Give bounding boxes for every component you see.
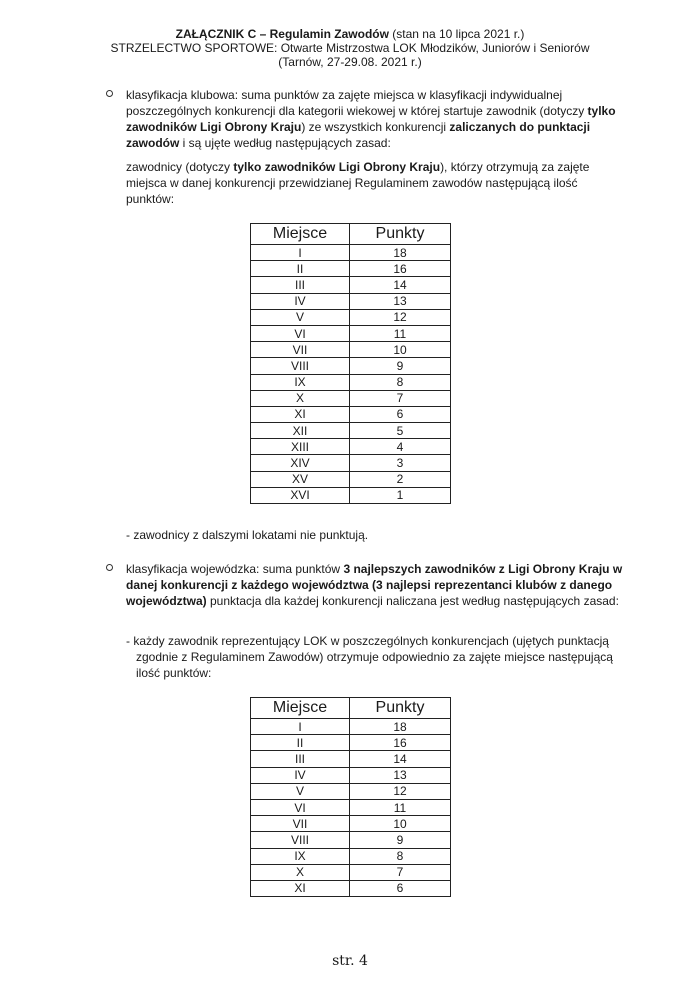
regional-classification [106, 561, 626, 609]
header-title: ZAŁĄCZNIK C – Regulamin Zawodów [175, 27, 389, 41]
table-row [251, 423, 451, 439]
text-run: punktacja dla każdej konkurencji naliczana jest według następujących zasad: [206, 594, 619, 608]
table-row [251, 439, 451, 455]
points-cell: 10 [350, 816, 451, 832]
table-row [251, 261, 451, 277]
place-cell: IV [251, 767, 350, 783]
club-note: - zawodnicy z dalszymi lokatami nie punktują. [126, 528, 369, 542]
text-run: ) ze wszystkich konkurencji [301, 120, 450, 134]
points-cell: 3 [350, 455, 451, 471]
header-line-2: STRZELECTWO SPORTOWE: Otwarte Mistrzostwa LOK Młodzików, Juniorów i Seniorów [110, 41, 590, 55]
place-cell: I [251, 719, 350, 735]
place-cell: IX [251, 848, 350, 864]
points-cell: 13 [350, 767, 451, 783]
table-row [251, 751, 451, 767]
points-cell: 11 [350, 325, 451, 341]
text-run: i są ujęte według następujących zasad: [179, 136, 391, 150]
place-cell: X [251, 864, 350, 880]
place-cell: IV [251, 293, 350, 309]
points-cell: 13 [350, 293, 451, 309]
place-cell: V [251, 783, 350, 799]
points-cell: 14 [350, 277, 451, 293]
bold-run: 3 najlepszych zawodników z Ligi Obrony Kraju w danej konkurencji z każdego województwa (3 najlepsi reprezentanci klubów z danego województwa) [126, 562, 623, 608]
place-cell: V [251, 309, 350, 325]
regional-points-intro: - każdy zawodnik reprezentujący LOK w poszczególnych konkurencjach (ujętych punktacją zgodnie z Regulaminem Zawodów) otrzymuje odpowiednio za zajęte miejsce następującą ilość punktów: [126, 634, 613, 680]
bold-run: tylko zawodników Ligi Obrony Kraju [126, 104, 616, 134]
table-row [251, 864, 451, 880]
header-line-3: (Tarnów, 27-29.08. 2021 r.) [278, 55, 422, 69]
page-number: str. 4 [332, 953, 368, 969]
place-cell: XIII [251, 439, 350, 455]
table-header-place: Miejsce [251, 224, 350, 245]
points-cell: 18 [350, 245, 451, 261]
club-classification [106, 87, 626, 151]
points-cell: 16 [350, 735, 451, 751]
table-row [251, 880, 451, 896]
place-cell: II [251, 735, 350, 751]
table-row [251, 406, 451, 422]
points-cell: 1 [350, 487, 451, 503]
bullet-icon [106, 90, 113, 97]
place-cell: X [251, 390, 350, 406]
header-line-1 [0, 27, 700, 41]
points-cell: 2 [350, 471, 451, 487]
header-date: (stan na 10 lipca 2021 r.) [392, 27, 525, 41]
points-cell: 8 [350, 374, 451, 390]
place-cell: VIII [251, 358, 350, 374]
table-row [251, 309, 451, 325]
text-run: klasyfikacja wojewódzka: suma punktów [126, 562, 344, 576]
table-row [251, 374, 451, 390]
place-cell: VI [251, 325, 350, 341]
place-cell: I [251, 245, 350, 261]
place-cell: XIV [251, 455, 350, 471]
table-row [251, 293, 451, 309]
table-row [251, 390, 451, 406]
table-row [251, 342, 451, 358]
points-cell: 6 [350, 880, 451, 896]
points-cell: 7 [350, 864, 451, 880]
regional-classification-text [126, 561, 626, 609]
table-row [251, 277, 451, 293]
table-row [251, 719, 451, 735]
bold-run: zaliczanych do punktacji zawodów [126, 120, 591, 150]
points-cell: 16 [350, 261, 451, 277]
points-cell: 11 [350, 799, 451, 815]
table-row [251, 471, 451, 487]
table-row [251, 735, 451, 751]
place-cell: III [251, 751, 350, 767]
points-cell: 8 [350, 848, 451, 864]
text-run: ), którzy otrzymują za zajęte miejsca w danej konkurencji przewidzianej Regulaminem zawodów następującą ilość punktów: [126, 160, 590, 206]
points-cell: 12 [350, 309, 451, 325]
place-cell: VII [251, 816, 350, 832]
club-points-intro [126, 159, 626, 207]
points-cell: 18 [350, 719, 451, 735]
text-run: zawodnicy (dotyczy [126, 160, 234, 174]
points-cell: 4 [350, 439, 451, 455]
table-row [251, 325, 451, 341]
table-header-points: Punkty [350, 698, 451, 719]
club-classification-text [126, 87, 626, 151]
table-row [251, 245, 451, 261]
points-cell: 9 [350, 832, 451, 848]
place-cell: XVI [251, 487, 350, 503]
table-row [251, 358, 451, 374]
table-header-points: Punkty [350, 224, 451, 245]
place-cell: VI [251, 799, 350, 815]
place-cell: XI [251, 880, 350, 896]
table-header-place: Miejsce [251, 698, 350, 719]
place-cell: IX [251, 374, 350, 390]
place-cell: XII [251, 423, 350, 439]
points-cell: 14 [350, 751, 451, 767]
place-cell: II [251, 261, 350, 277]
points-cell: 12 [350, 783, 451, 799]
points-cell: 9 [350, 358, 451, 374]
points-cell: 10 [350, 342, 451, 358]
table-row [251, 767, 451, 783]
table-row [251, 799, 451, 815]
bold-run: tylko zawodników Ligi Obrony Kraju [233, 160, 441, 174]
text-run: klasyfikacja klubowa: suma punktów za zajęte miejsca w klasyfikacji indywidualnej poszczególnych konkurencji dla kategorii wiekowej w której startuje zawodnik (dotyczy [126, 88, 588, 118]
table-row [251, 455, 451, 471]
document-header [0, 27, 700, 69]
table-row [251, 783, 451, 799]
bullet-icon [106, 564, 113, 571]
table-row [251, 848, 451, 864]
points-table-regional [250, 697, 451, 897]
place-cell: XV [251, 471, 350, 487]
points-cell: 5 [350, 423, 451, 439]
table-row [251, 487, 451, 503]
points-cell: 7 [350, 390, 451, 406]
table-row [251, 832, 451, 848]
table-row [251, 816, 451, 832]
points-cell: 6 [350, 406, 451, 422]
place-cell: VII [251, 342, 350, 358]
place-cell: VIII [251, 832, 350, 848]
place-cell: III [251, 277, 350, 293]
place-cell: XI [251, 406, 350, 422]
points-table-club [250, 223, 451, 504]
